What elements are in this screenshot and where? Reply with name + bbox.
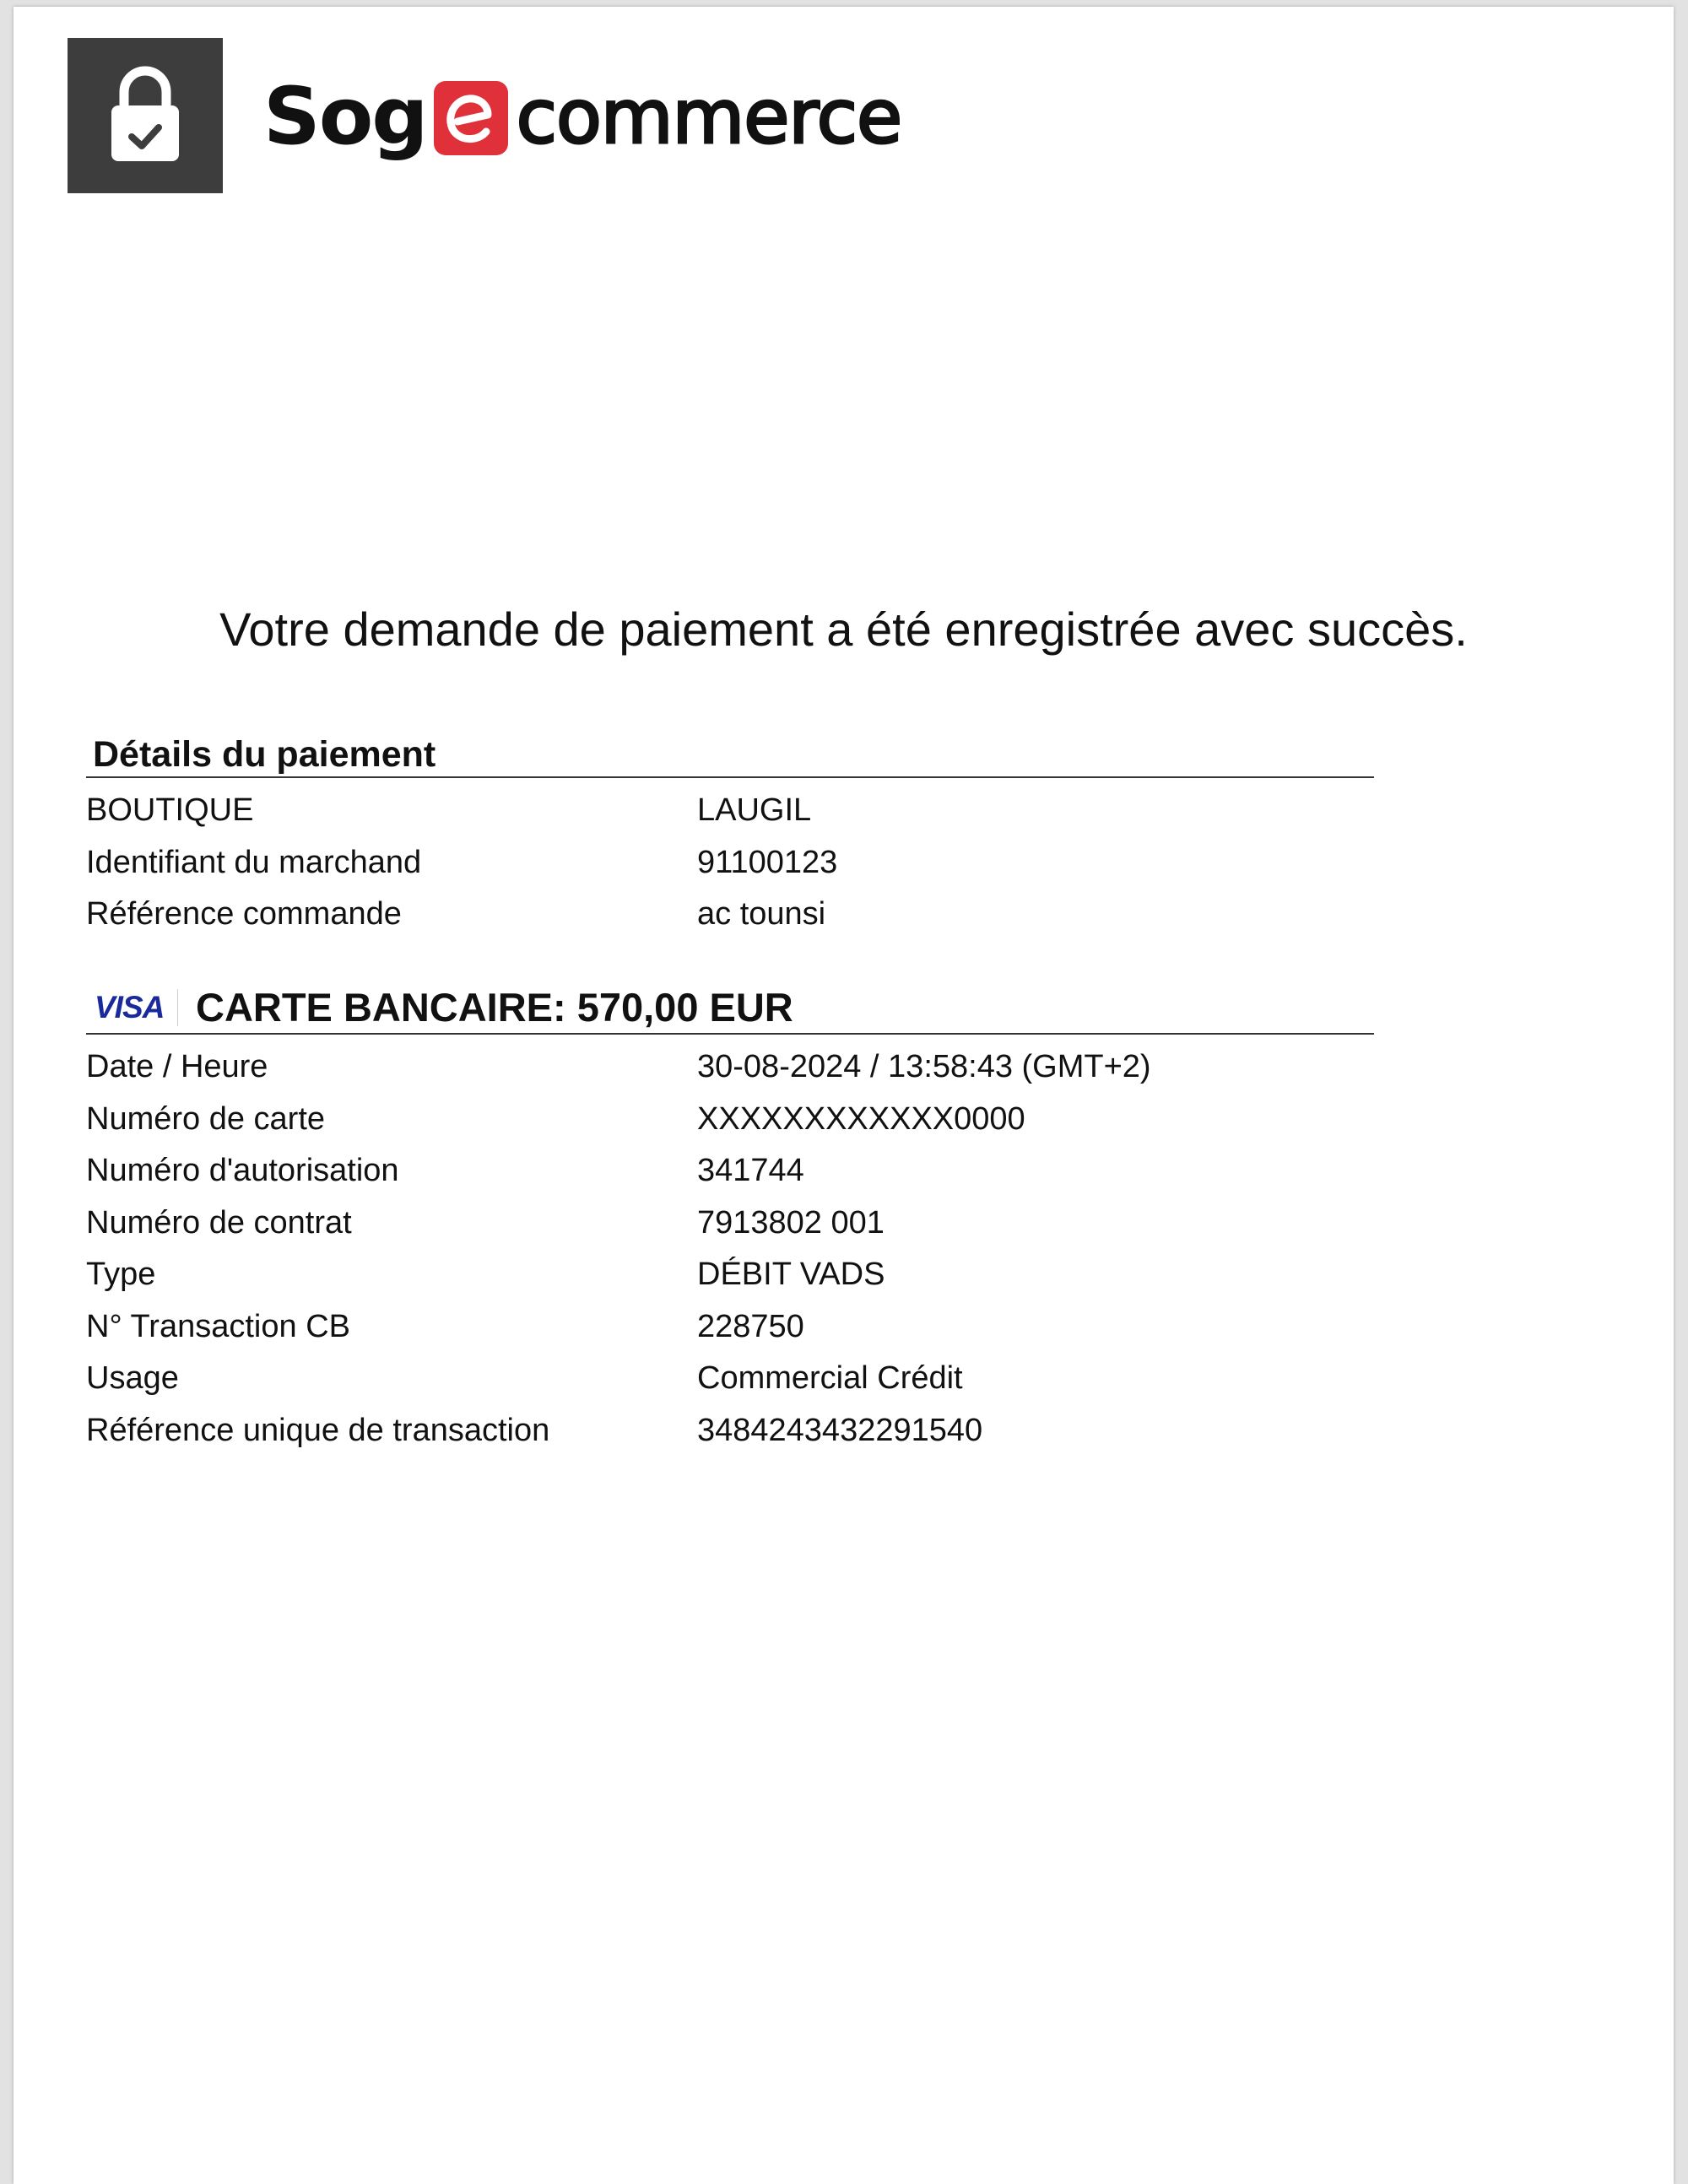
card-label: Numéro de carte <box>86 1100 326 1137</box>
brand-name-suffix: commerce <box>516 73 902 160</box>
card-section <box>86 982 1374 1457</box>
card-title: CARTE BANCAIRE: 570,00 EUR <box>196 985 793 1030</box>
card-value: 30-08-2024 / 13:58:43 (GMT+2) <box>697 1049 1151 1084</box>
card-rows <box>86 1041 1374 1457</box>
payment-details-header <box>86 726 1374 778</box>
card-row-transaction-cb <box>86 1301 1374 1354</box>
detail-label: Identifiant du marchand <box>86 844 422 880</box>
card-row-contract <box>86 1197 1374 1250</box>
card-label: Usage <box>86 1360 179 1396</box>
card-value: Commercial Crédit <box>697 1360 963 1396</box>
card-header <box>86 982 1374 1035</box>
card-row-date <box>86 1041 1374 1094</box>
card-value: 341744 <box>697 1153 804 1188</box>
card-row-authorization <box>86 1145 1374 1197</box>
card-value: DÉBIT VADS <box>697 1257 885 1292</box>
detail-row-merchant-id <box>86 837 1374 889</box>
card-row-unique-reference <box>86 1405 1374 1457</box>
visa-logo: VISA <box>95 989 178 1026</box>
receipt-page <box>14 7 1674 2184</box>
card-value: 7913802 001 <box>697 1204 885 1241</box>
card-label: Référence unique de transaction <box>86 1412 550 1448</box>
card-row-type <box>86 1249 1374 1301</box>
card-label: Numéro de contrat <box>86 1204 352 1241</box>
detail-value: 91100123 <box>697 844 838 880</box>
lock-check-icon <box>68 38 223 193</box>
card-label: Date / Heure <box>86 1049 268 1084</box>
card-value: 3484243432291540 <box>697 1412 983 1448</box>
detail-row-order-reference <box>86 889 1374 941</box>
card-label: Numéro d'autorisation <box>86 1153 399 1188</box>
card-value: 228750 <box>697 1308 804 1344</box>
lock-logo-box <box>68 38 223 193</box>
detail-value: ac tounsi <box>697 896 826 932</box>
card-row-card-number <box>86 1094 1374 1146</box>
detail-label: Référence commande <box>86 896 402 932</box>
card-value: XXXXXXXXXXXX0000 <box>697 1100 1025 1137</box>
success-message: Votre demande de paiement a été enregistrée avec succès. <box>219 603 1468 656</box>
card-label: Type <box>86 1257 156 1292</box>
detail-row-boutique <box>86 785 1374 837</box>
brand-e-icon <box>434 81 508 155</box>
payment-details-rows <box>86 785 1374 941</box>
card-row-usage <box>86 1353 1374 1405</box>
payment-details-section <box>86 726 1374 941</box>
brand-name-prefix: Sog <box>263 70 427 163</box>
brand-logo <box>263 66 901 167</box>
card-label: N° Transaction CB <box>86 1308 350 1344</box>
detail-label: BOUTIQUE <box>86 792 254 828</box>
detail-value: LAUGIL <box>697 792 812 828</box>
payment-details-title: Détails du paiement <box>93 734 436 775</box>
